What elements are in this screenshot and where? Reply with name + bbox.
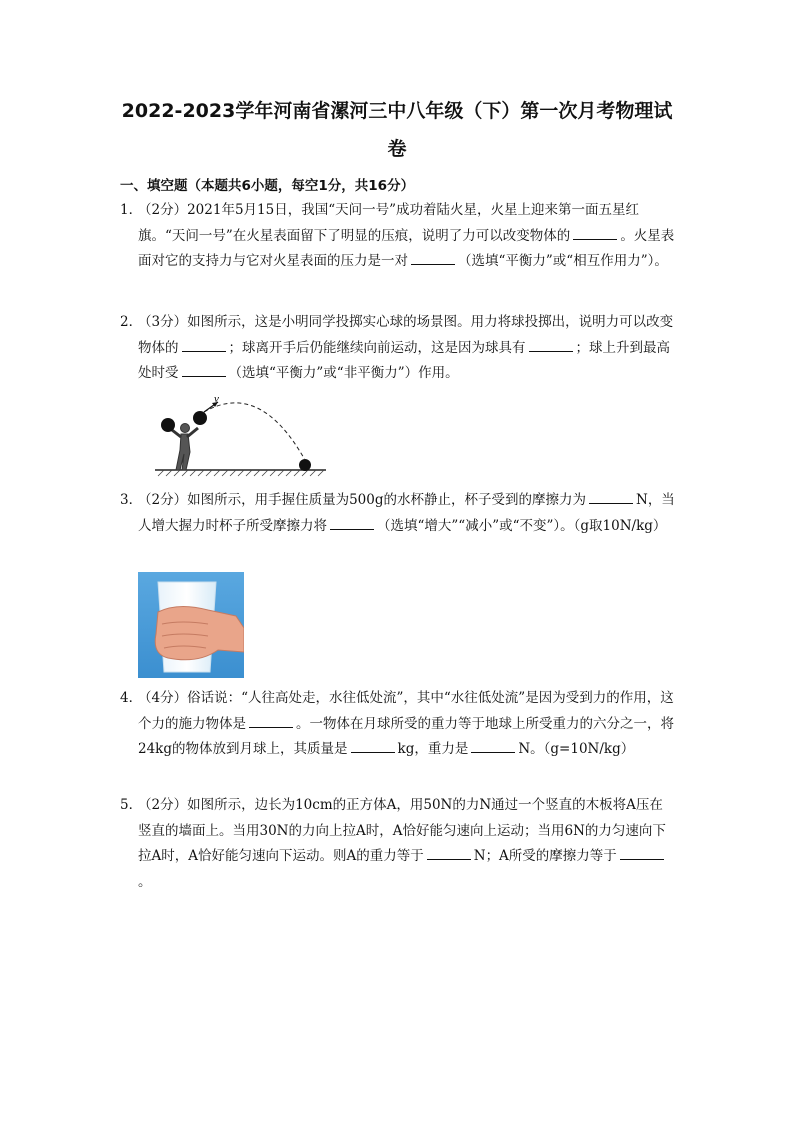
question-3 xyxy=(120,488,676,539)
page-title xyxy=(110,92,684,168)
title-line-2: 卷 xyxy=(387,138,407,160)
ball-start xyxy=(161,418,175,432)
question-text: （选填“增大”“减小”或“不变”）。（g取10N/kg） xyxy=(377,517,667,534)
section-heading: 一、填空题（本题共6小题，每空1分，共16分） xyxy=(120,178,415,194)
title-line-1: 2022-2023学年河南省漯河三中八年级（下）第一次月考物理试 xyxy=(121,100,673,122)
answer-blank[interactable] xyxy=(529,337,573,352)
question-text: （选填“平衡力”或“非平衡力”）作用。 xyxy=(228,365,459,381)
question-number: 5． xyxy=(120,797,143,813)
person-silhouette xyxy=(172,424,198,471)
question-5 xyxy=(120,793,676,895)
question-text: ；球离开手后仍能继续向前运动，这是因为球具有 xyxy=(228,339,526,356)
question-1 xyxy=(120,198,676,275)
ball-release xyxy=(193,411,207,425)
answer-blank[interactable] xyxy=(351,738,395,753)
question-text: （4分）俗话说：“人往高处走，水往低处流”，其中“水往低处流”是因为受到力的作用，这个力的施力物体是 xyxy=(138,690,674,732)
answer-blank[interactable] xyxy=(249,713,293,728)
question-text: N。（g=10N/kg） xyxy=(518,741,635,757)
ground-hatching xyxy=(158,470,324,476)
glass-photo xyxy=(138,572,244,678)
question-text: N，当人增大握力时杯子所受摩擦力将 xyxy=(138,492,675,534)
question-text: （3分）如图所示，这是小明同学投掷实心球的场景图。用力将球投掷出，说明力可以改变物体的 xyxy=(138,314,674,356)
question-text: ；球上升到最高处时受 xyxy=(138,339,670,381)
answer-blank[interactable] xyxy=(573,225,617,240)
question-number: 4． xyxy=(120,690,143,706)
question-text: （2分）2021年5月15日，我国“天问一号”成功着陆火星，火星上迎来第一面五星红旗。“天问一号”在火星表面留下了明显的压痕，说明了力可以改变物体的 xyxy=(138,202,640,244)
question-4 xyxy=(120,686,676,763)
question-2 xyxy=(120,310,676,387)
question-text: N；A所受的摩擦力等于 xyxy=(473,848,617,864)
question-text: 。火星表面对它的支持力与它对火星表面的压力是一对 xyxy=(138,227,675,269)
question-text: （2分）如图所示，用手握住质量为500g的水杯静止，杯子受到的摩擦力为 xyxy=(138,492,586,508)
answer-blank[interactable] xyxy=(620,845,664,860)
answer-blank[interactable] xyxy=(411,250,455,265)
shot-put-figure xyxy=(150,390,330,480)
velocity-label: v xyxy=(214,393,219,405)
answer-blank[interactable] xyxy=(330,515,374,530)
question-number: 3． xyxy=(120,492,143,508)
answer-blank[interactable] xyxy=(471,738,515,753)
question-number: 1． xyxy=(120,202,143,218)
trajectory-path xyxy=(204,403,305,460)
question-text: （2分）如图所示，边长为10cm的正方体A，用50N的力N通过一个竖直的木板将A压在竖直的墙面上。当用30N的力向上拉A时，A恰好能匀速向上运动；当用6N的力匀速向下拉A时，A恰好能匀速向下运动。则A的重力等于 xyxy=(138,797,666,864)
question-number: 2． xyxy=(120,314,143,330)
answer-blank[interactable] xyxy=(182,337,226,352)
answer-blank[interactable] xyxy=(182,362,226,377)
answer-blank[interactable] xyxy=(427,845,471,860)
question-text: 。 xyxy=(138,873,152,890)
answer-blank[interactable] xyxy=(589,489,633,504)
question-text: 。一物体在月球所受的重力等于地球上所受重力的六分之一，将24kg的物体放到月球上，其质量是 xyxy=(138,715,674,757)
question-text: kg，重力是 xyxy=(397,741,469,757)
ball-landing xyxy=(299,459,311,471)
question-text: （选填“平衡力”或“相互作用力”）。 xyxy=(458,253,668,269)
